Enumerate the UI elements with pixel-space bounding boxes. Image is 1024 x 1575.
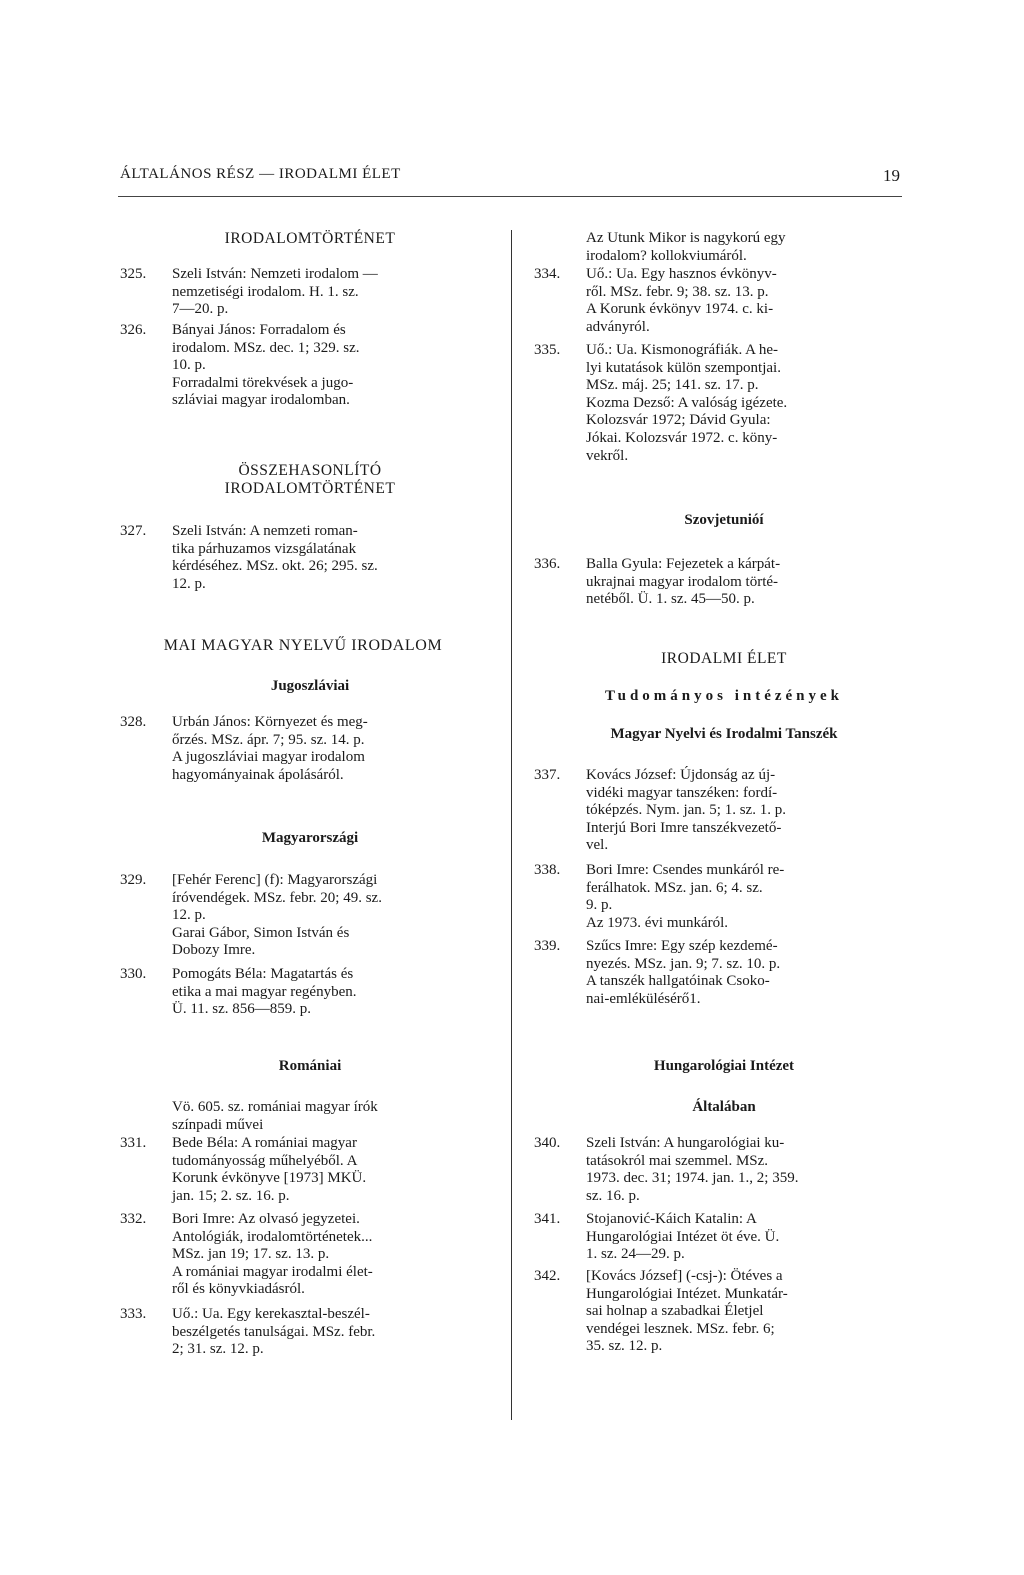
- text-line: MSz. jan 19; 17. sz. 13. p.: [172, 1246, 330, 1263]
- text-line: Bori Imre: Csendes munkáról re-: [586, 862, 785, 878]
- subsection-heading-tanszek: Magyar Nyelvi és Irodalmi Tanszék: [610, 726, 838, 742]
- text-line: netéből. Ü. 1. sz. 45—50. p.: [586, 591, 755, 608]
- text-line: Uő.: Ua. Egy kerekasztal-beszél-: [172, 1306, 370, 1322]
- entry-339: [534, 938, 914, 1008]
- text-line: 2; 31. sz. 12. p.: [172, 1341, 264, 1358]
- entry-text: [586, 1211, 914, 1264]
- subsection-heading-magyarorszagi: Magyarországi: [261, 830, 359, 846]
- entry-number: 332.: [120, 1211, 147, 1227]
- entry-number: 328.: [120, 714, 147, 730]
- text-line: [Kovács József] (-csj-): Ötéves a: [586, 1268, 783, 1284]
- text-line: Interjú Bori Imre tanszékvezető-: [586, 819, 782, 836]
- text-line: tatásokról mai szemmel. MSz.: [586, 1152, 769, 1169]
- text-line: 12. p.: [172, 907, 206, 924]
- entry-text: [586, 938, 914, 1008]
- text-line: Uő.: Ua. Kismonográfiák. A he-: [586, 342, 779, 358]
- entry-336: [534, 556, 914, 609]
- section-heading-irodalmi-elet: IRODALMI ÉLET: [661, 650, 787, 667]
- text-line: irodalom. MSz. dec. 1; 329. sz.: [172, 339, 360, 356]
- text-line: vidéki magyar tanszéken: fordí-: [586, 784, 778, 801]
- entry-342: [534, 1268, 914, 1356]
- text-line: íróvendégek. MSz. febr. 20; 49. sz.: [172, 889, 382, 906]
- section-heading-line: ÖSSZEHASONLÍTÓ: [238, 462, 382, 479]
- entry-text: [586, 266, 914, 336]
- entry-text: [172, 1306, 500, 1359]
- text-line: Szeli István: Nemzeti irodalom —: [172, 266, 378, 282]
- text-line: 35. sz. 12. p.: [586, 1338, 663, 1355]
- entry-332: [120, 1211, 500, 1299]
- text-line: irodalom? kollokviumáról.: [586, 247, 747, 264]
- text-line: Jókai. Kolozsvár 1972. c. köny-: [586, 429, 778, 446]
- entry-number: 333.: [120, 1306, 147, 1322]
- text-line: Urbán János: Környezet és meg-: [172, 714, 368, 730]
- text-line: Kozma Dezső: A valóság igézete.: [586, 394, 788, 411]
- text-line: Kovács József: Újdonság az új-: [586, 767, 776, 783]
- see-also-note: [120, 1099, 500, 1134]
- text-line: Pomogáts Béla: Magatartás és: [172, 966, 354, 982]
- subsection-heading-jugoszlaviai: Jugoszláviai: [270, 678, 350, 694]
- text-line: nyezés. MSz. jan. 9; 7. sz. 10. p.: [586, 955, 781, 972]
- text-line: A jugoszláviai magyar irodalom: [172, 749, 365, 766]
- text-line: hagyományainak ápolásáról.: [172, 766, 344, 783]
- entry-number: 341.: [534, 1211, 561, 1227]
- text-line: szláviai magyar irodalomban.: [172, 392, 350, 409]
- text-line: lyi kutatások külön szempontjai.: [586, 359, 781, 376]
- note-text: [172, 1099, 500, 1134]
- entry-text: [172, 266, 500, 319]
- entry-number: 325.: [120, 266, 147, 282]
- entry-326: [120, 322, 500, 410]
- text-line: Antológiák, irodalomtörténetek...: [172, 1228, 373, 1245]
- entry-text: [172, 322, 500, 410]
- text-line: tika párhuzamos vizsgálatának: [172, 540, 357, 557]
- text-line: őrzés. MSz. ápr. 7; 95. sz. 14. p.: [172, 731, 365, 748]
- entry-text: [172, 966, 500, 1019]
- text-line: Szűcs Imre: Egy szép kezdemé-: [586, 938, 778, 954]
- text-line: 7—20. p.: [172, 301, 229, 318]
- entry-number: 334.: [534, 266, 561, 282]
- entry-number: 339.: [534, 938, 561, 954]
- text-line: etika a mai magyar regényben.: [172, 983, 357, 1000]
- text-line: vel.: [586, 837, 609, 854]
- subsection-heading-tudomanyos: Tudományos intézények: [604, 688, 844, 704]
- entry-number: 330.: [120, 966, 147, 982]
- text-line: Dobozy Imre.: [172, 942, 256, 959]
- subsection-heading-romaniai: Romániai: [278, 1058, 342, 1074]
- entry-340: [534, 1135, 914, 1205]
- entry-number: 331.: [120, 1135, 147, 1151]
- text-line: sz. 16. p.: [586, 1187, 640, 1204]
- entry-337: [534, 767, 914, 855]
- text-line: MSz. máj. 25; 141. sz. 17. p.: [586, 377, 759, 394]
- text-line: 1. sz. 24—29. p.: [586, 1246, 685, 1263]
- text-line: Hungarológiai Intézet. Munkatár-: [586, 1285, 788, 1302]
- text-line: ferálhatok. MSz. jan. 6; 4. sz.: [586, 879, 763, 896]
- text-line: Az Utunk Mikor is nagykorú egy: [586, 230, 786, 246]
- column-divider: [511, 230, 512, 1420]
- entry-number: 336.: [534, 556, 561, 572]
- entry-number: 340.: [534, 1135, 561, 1151]
- text-line: Forradalmi törekvések a jugo-: [172, 374, 354, 391]
- text-line: Bede Béla: A romániai magyar: [172, 1135, 357, 1151]
- text-line: nemzetiségi irodalom. H. 1. sz.: [172, 283, 359, 300]
- entry-number: 329.: [120, 872, 147, 888]
- running-head: [120, 166, 900, 192]
- text-line: ukrajnai magyar irodalom törté-: [586, 573, 779, 590]
- entry-number: 326.: [120, 322, 147, 338]
- text-line: 12. p.: [172, 575, 206, 592]
- text-line: vekről.: [586, 447, 629, 464]
- text-line: színpadi művei: [172, 1116, 264, 1133]
- entry-text: [172, 1211, 500, 1299]
- text-line: 10. p.: [172, 357, 206, 374]
- text-line: jan. 15; 2. sz. 16. p.: [172, 1187, 290, 1204]
- text-line: Ü. 11. sz. 856—859. p.: [172, 1001, 312, 1018]
- text-line: ről. MSz. febr. 9; 38. sz. 13. p.: [586, 283, 769, 300]
- entry-number: 337.: [534, 767, 561, 783]
- text-line: sai holnap a szabadkai Életjel: [586, 1303, 764, 1320]
- text-line: Szeli István: A nemzeti roman-: [172, 523, 358, 539]
- text-line: Balla Gyula: Fejezetek a kárpát-: [586, 556, 781, 572]
- entry-number: 327.: [120, 523, 147, 539]
- entry-334: [534, 266, 914, 336]
- entry-333: [120, 1306, 500, 1359]
- text-line: adványról.: [586, 318, 650, 335]
- subsection-heading-altalaban: Általában: [692, 1099, 756, 1115]
- entry-text: [586, 862, 914, 932]
- running-title: ÁLTALÁNOS RÉSZ — IRODALMI ÉLET: [120, 166, 401, 182]
- entry-text: [172, 872, 500, 960]
- subsection-heading-szovjetunioi: Szovjetunióí: [684, 512, 764, 528]
- text-line: A Korunk évkönyv 1974. c. ki-: [586, 301, 774, 318]
- entry-329: [120, 872, 500, 960]
- section-heading-irodalomtortenet: IRODALOMTÖRTÉNET: [224, 230, 396, 247]
- subsection-heading-hungarologiai: Hungarológiai Intézet: [653, 1058, 795, 1074]
- entry-325: [120, 266, 500, 319]
- text-line: 1973. dec. 31; 1974. jan. 1., 2; 359.: [586, 1170, 799, 1187]
- text-line: [Fehér Ferenc] (f): Magyarországi: [172, 872, 378, 888]
- text-line: vendégei lesznek. MSz. febr. 6;: [586, 1320, 775, 1337]
- section-heading-line: IRODALOMTÖRTÉNET: [224, 479, 396, 497]
- entry-text: [586, 556, 914, 609]
- text-line: beszélgetés tanulságai. MSz. febr.: [172, 1323, 376, 1340]
- text-line: Stojanović-Káich Katalin: A: [586, 1211, 757, 1227]
- entry-327: [120, 523, 500, 593]
- text-line: tóképzés. Nym. jan. 5; 1. sz. 1. p.: [586, 802, 786, 819]
- page-number: 19: [883, 166, 900, 185]
- text-line: Vö. 605. sz. romániai magyar írók: [172, 1099, 378, 1115]
- entry-341: [534, 1211, 914, 1264]
- entry-text: [586, 1268, 914, 1356]
- text-line: A tanszék hallgatóinak Csoko-: [586, 973, 770, 990]
- entry-text: [586, 767, 914, 855]
- text-line: ről és könyvkiadásról.: [172, 1281, 305, 1298]
- text-line: Garai Gábor, Simon István és: [172, 924, 350, 941]
- section-heading-osszehasonlito: [120, 462, 500, 497]
- text-line: Bori Imre: Az olvasó jegyzetei.: [172, 1211, 360, 1227]
- text-line: nai-emlékülésérő1.: [586, 990, 701, 1007]
- text-line: A romániai magyar irodalmi élet-: [172, 1263, 373, 1280]
- entry-328: [120, 714, 500, 784]
- entry-text: [172, 523, 500, 593]
- entry-text: [586, 1135, 914, 1205]
- text-line: Kolozsvár 1972; Dávid Gyula:: [586, 412, 771, 429]
- entry-text: [172, 1135, 500, 1205]
- text-line: 9. p.: [586, 897, 613, 914]
- text-line: Szeli István: A hungarológiai ku-: [586, 1135, 785, 1151]
- text-line: Az 1973. évi munkáról.: [586, 914, 729, 931]
- text-line: Bányai János: Forradalom és: [172, 322, 346, 338]
- text-line: Hungarológiai Intézet öt éve. Ü.: [586, 1228, 780, 1245]
- entry-331: [120, 1135, 500, 1205]
- text-line: Uő.: Ua. Egy hasznos évkönyv-: [586, 266, 777, 282]
- entry-text: [172, 714, 500, 784]
- entry-330: [120, 966, 500, 1019]
- entry-number: 342.: [534, 1268, 561, 1284]
- entry-number: 338.: [534, 862, 561, 878]
- text-line: kérdéséhez. MSz. okt. 26; 295. sz.: [172, 558, 378, 575]
- entry-338: [534, 862, 914, 932]
- entry-333-continued: [534, 230, 914, 265]
- entry-text: [586, 230, 914, 265]
- section-heading-mai-magyar: MAI MAGYAR NYELVŰ IRODALOM: [163, 637, 443, 654]
- entry-335: [534, 342, 914, 465]
- entry-text: [586, 342, 914, 465]
- text-line: Korunk évkönyve [1973] MKÜ.: [172, 1170, 367, 1187]
- entry-number: 335.: [534, 342, 561, 358]
- header-rule: [118, 196, 902, 197]
- text-line: tudományosság műhelyéből. A: [172, 1152, 358, 1169]
